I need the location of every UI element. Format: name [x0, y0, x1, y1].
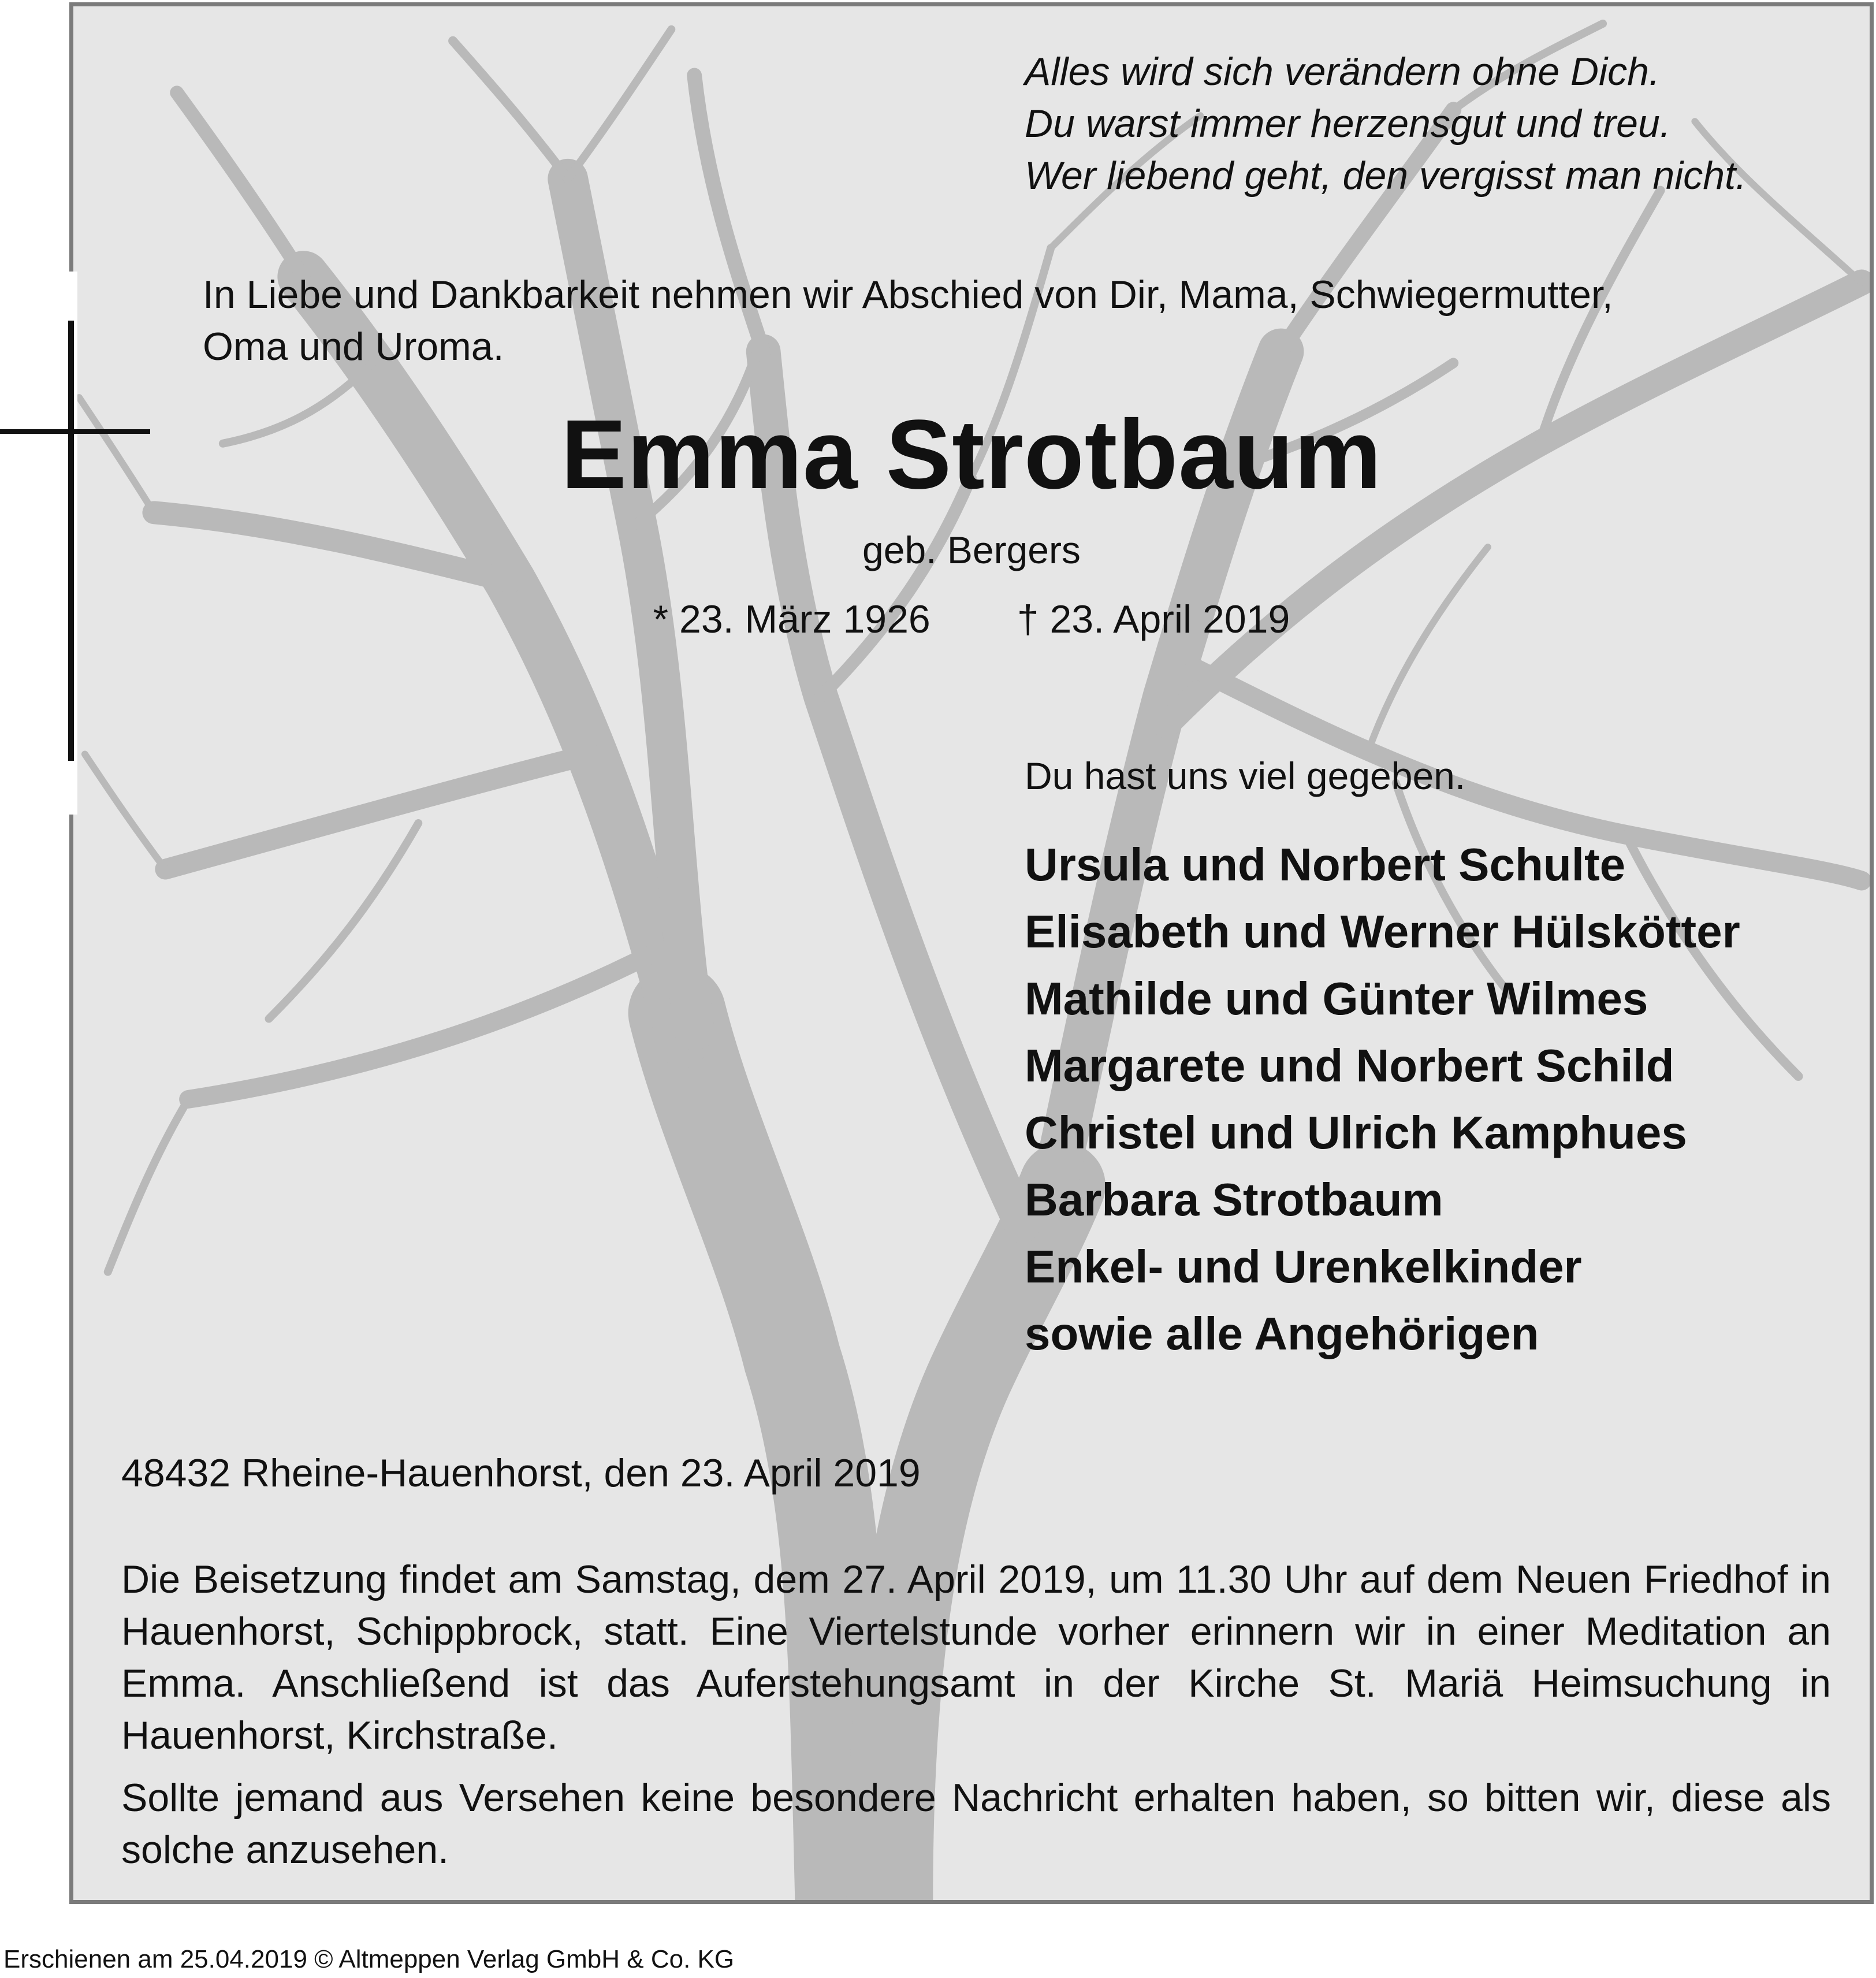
mourner-item: Ursula und Norbert Schulte — [1025, 839, 1626, 890]
intro-line: In Liebe und Dankbarkeit nehmen wir Abschied von Dir, Mama, Schwiegermutter, — [203, 273, 1613, 317]
cross-backdrop — [0, 272, 77, 815]
place-date: 48432 Rheine-Hauenhorst, den 23. April 2019 — [121, 1451, 921, 1495]
birth-date: * 23. März 1926 — [653, 597, 930, 641]
obituary-card — [69, 2, 1874, 1904]
mourner-item: Margarete und Norbert Schild — [1025, 1040, 1674, 1091]
mourner-item: Enkel- und Urenkelkinder — [1025, 1241, 1582, 1292]
given-line: Du hast uns viel gegeben. — [1025, 754, 1466, 797]
life-dates — [73, 593, 1870, 645]
quote-line: Du warst immer herzensgut und treu. — [1025, 102, 1671, 146]
quote-line: Alles wird sich verändern ohne Dich. — [1025, 50, 1660, 94]
publication-footer: Erschienen am 25.04.2019 © Altmeppen Verlag GmbH & Co. KG — [3, 1945, 735, 1973]
mourner-item: Elisabeth und Werner Hülskötter — [1025, 906, 1740, 957]
quote-block — [1025, 46, 1747, 202]
mourner-item: Barbara Strotbaum — [1025, 1174, 1443, 1225]
mourner-item: sowie alle Angehörigen — [1025, 1308, 1539, 1359]
cross-icon — [68, 321, 74, 761]
quote-line: Wer liebend geht, den vergisst man nicht. — [1025, 154, 1747, 198]
cross-bar-icon — [0, 429, 150, 434]
death-date: † 23. April 2019 — [1017, 597, 1290, 641]
funeral-paragraph: Die Beisetzung findet am Samstag, dem 27. April 2019, um 11.30 Uhr auf dem Neuen Friedhof in Hauenhorst, Schippbrock, statt. Eine Viertelstunde vorher erinnern wir in einer Meditation an Emma. Anschließend ist das Auferstehungsamt in der Kirche St. Mariä Heimsuchung in Hauenhorst, Kirchstraße. — [121, 1557, 1831, 1757]
intro-line: Oma und Uroma. — [203, 325, 504, 369]
notice-paragraph: Sollte jemand aus Versehen keine besondere Nachricht erhalten haben, so bitten wir, diese als solche anzusehen. — [121, 1776, 1831, 1872]
intro-text — [203, 269, 1613, 373]
maiden-name: geb. Bergers — [862, 529, 1081, 571]
deceased-name: Emma Strotbaum — [561, 400, 1382, 510]
mourner-item: Mathilde und Günter Wilmes — [1025, 973, 1648, 1024]
mourner-item: Christel und Ulrich Kamphues — [1025, 1107, 1687, 1158]
mourners-list — [1025, 831, 1740, 1367]
